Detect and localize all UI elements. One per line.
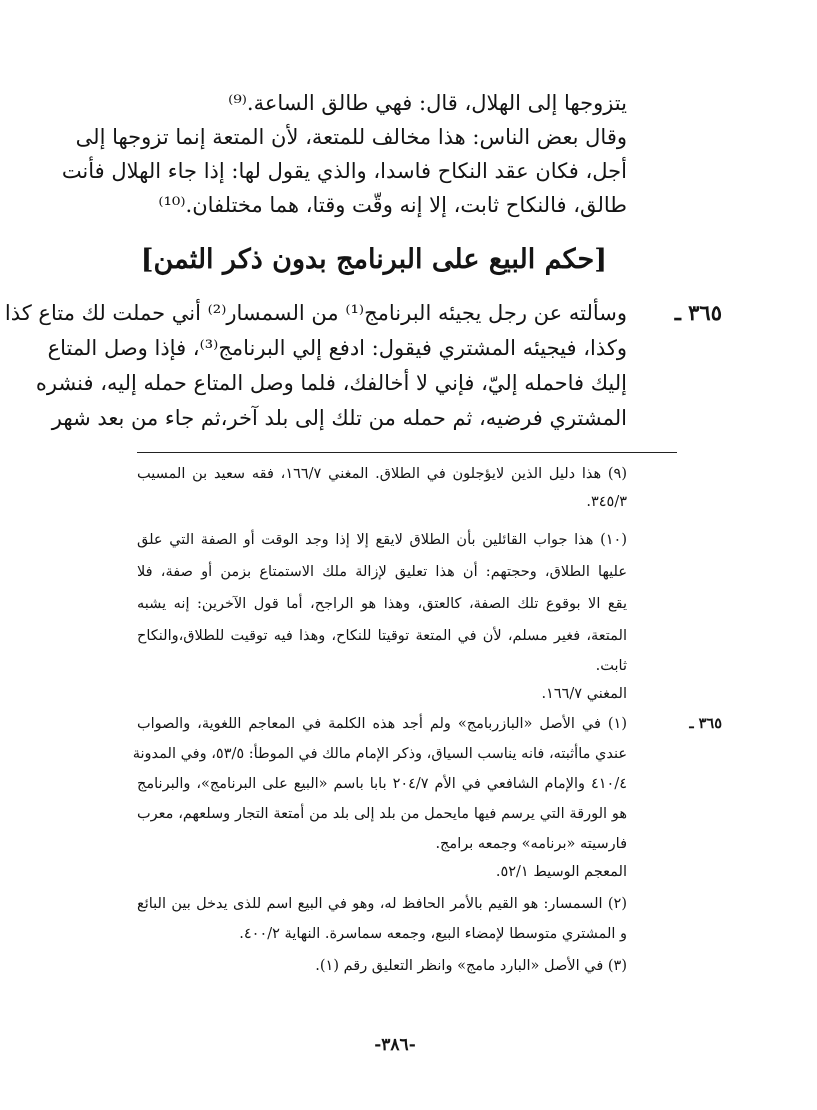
footnote-10-line-3: يقع الا بوقوع تلك الصفة، كالعتق، وهذا هو الراجح، أما قول الآخرين: إنه يشبه (137, 596, 627, 612)
footnote-10-line-2: عليها الطلاق، وحجتهم: أن هذا تعليق لإزالة ملك الاستمتاع بزمن أو صفة، فلا (137, 564, 627, 580)
footnote-separator (137, 452, 677, 453)
entry-line-4: المشتري فرضيه، ثم حمله من تلك إلى بلد آخر،ثم جاء من بعد شهر (51, 406, 627, 430)
footnote-1-line-2: عندي ماأثبته، فانه يناسب السياق، وذكر الإمام مالك في الموطأ: ٥٣/٥، وفي المدونة (132, 746, 627, 762)
footnote-10-line-4: المتعة، فغير مسلم، لأن في المتعة توقيتا للنكاح، وهذا فيه توقيت للطلاق،والنكاح (137, 628, 627, 644)
footnote-2-line-1: (٢) السمسار: هو القيم بالأمر الحافظ له، وهو في البيع اسم للذى يدخل بين البائع (137, 896, 627, 912)
page-number: -٣٨٦- (374, 1035, 416, 1055)
footnote-1-line-6: المعجم الوسيط ٥٢/١. (495, 864, 627, 880)
footnote-10-line-5: ثابت. (595, 658, 627, 674)
main-text-line-4: طالق، فالنكاح ثابت، إلا إنه وقّت وقتا، هما مختلفان.⁽¹⁰⁾ (158, 193, 627, 217)
entry-footnote-number: ٣٦٥ ـ (689, 715, 722, 732)
footnote-2-line-2: و المشتري متوسطا لإمضاء البيع، وجمعه سماسرة. النهاية ٤٠٠/٢. (239, 926, 627, 942)
section-heading: [حكم البيع على البرنامج بدون ذكر الثمن] (140, 244, 607, 275)
entry-line-1: وسألته عن رجل يجيئه البرنامج⁽¹⁾ من السمسار⁽²⁾ أني حملت لك متاع كذا (4, 301, 627, 325)
footnote-1-line-5: فارسيته «برنامه» وجمعه برامج. (435, 836, 627, 852)
main-text-line-1: يتزوجها إلى الهلال، قال: فهي طالق الساعة.⁽⁹⁾ (228, 91, 627, 115)
main-text-line-3: أجل، فكان عقد النكاح فاسدا، والذي يقول لها: إذا جاء الهلال فأنت (61, 159, 627, 183)
footnote-10-line-1: (١٠) هذا جواب القائلين بأن الطلاق لايقع إلا إذا وجد الوقت أو الصفة التي علق (137, 532, 627, 548)
entry-line-2: وكذا، فيجيئه المشتري فيقول: ادفع إلي البرنامج⁽³⁾، فإذا وصل المتاع (47, 336, 627, 360)
footnote-1-line-4: هو الورقة التي يرسم فيها مايحمل من بلد إلى بلد من أمتعة التجار وسلعهم، معرب (137, 806, 627, 822)
main-text-line-2: وقال بعض الناس: هذا مخالف للمتعة، لأن المتعة إنما تزوجها إلى (75, 125, 627, 149)
entry-line-3: إليك فاحمله إليّ، فإني لا أخالفك، فلما وصل المتاع حمله إليه، فنشره (35, 371, 627, 395)
entry-number: ٣٦٥ ـ (674, 300, 722, 325)
footnote-1-line-3: ٤١٠/٤ والإمام الشافعي في الأم ٢٠٤/٧ بابا باسم «البيع على البرنامج»، والبرنامج (137, 776, 627, 792)
footnote-1-line-1: (١) في الأصل «البازربامج» ولم أجد هذه الكلمة في المعاجم اللغوية، والصواب (137, 716, 627, 732)
footnote-9-line-2: ٣٤٥/٣. (586, 494, 627, 510)
footnote-10-line-6: المغني ١٦٦/٧. (541, 686, 627, 702)
footnote-3-line-1: (٣) في الأصل «البارد مامج» وانظر التعليق رقم (١). (315, 958, 627, 974)
footnote-9-line-1: (٩) هذا دليل الذين لايؤجلون في الطلاق. المغني ١٦٦/٧، فقه سعيد بن المسيب (137, 466, 627, 482)
